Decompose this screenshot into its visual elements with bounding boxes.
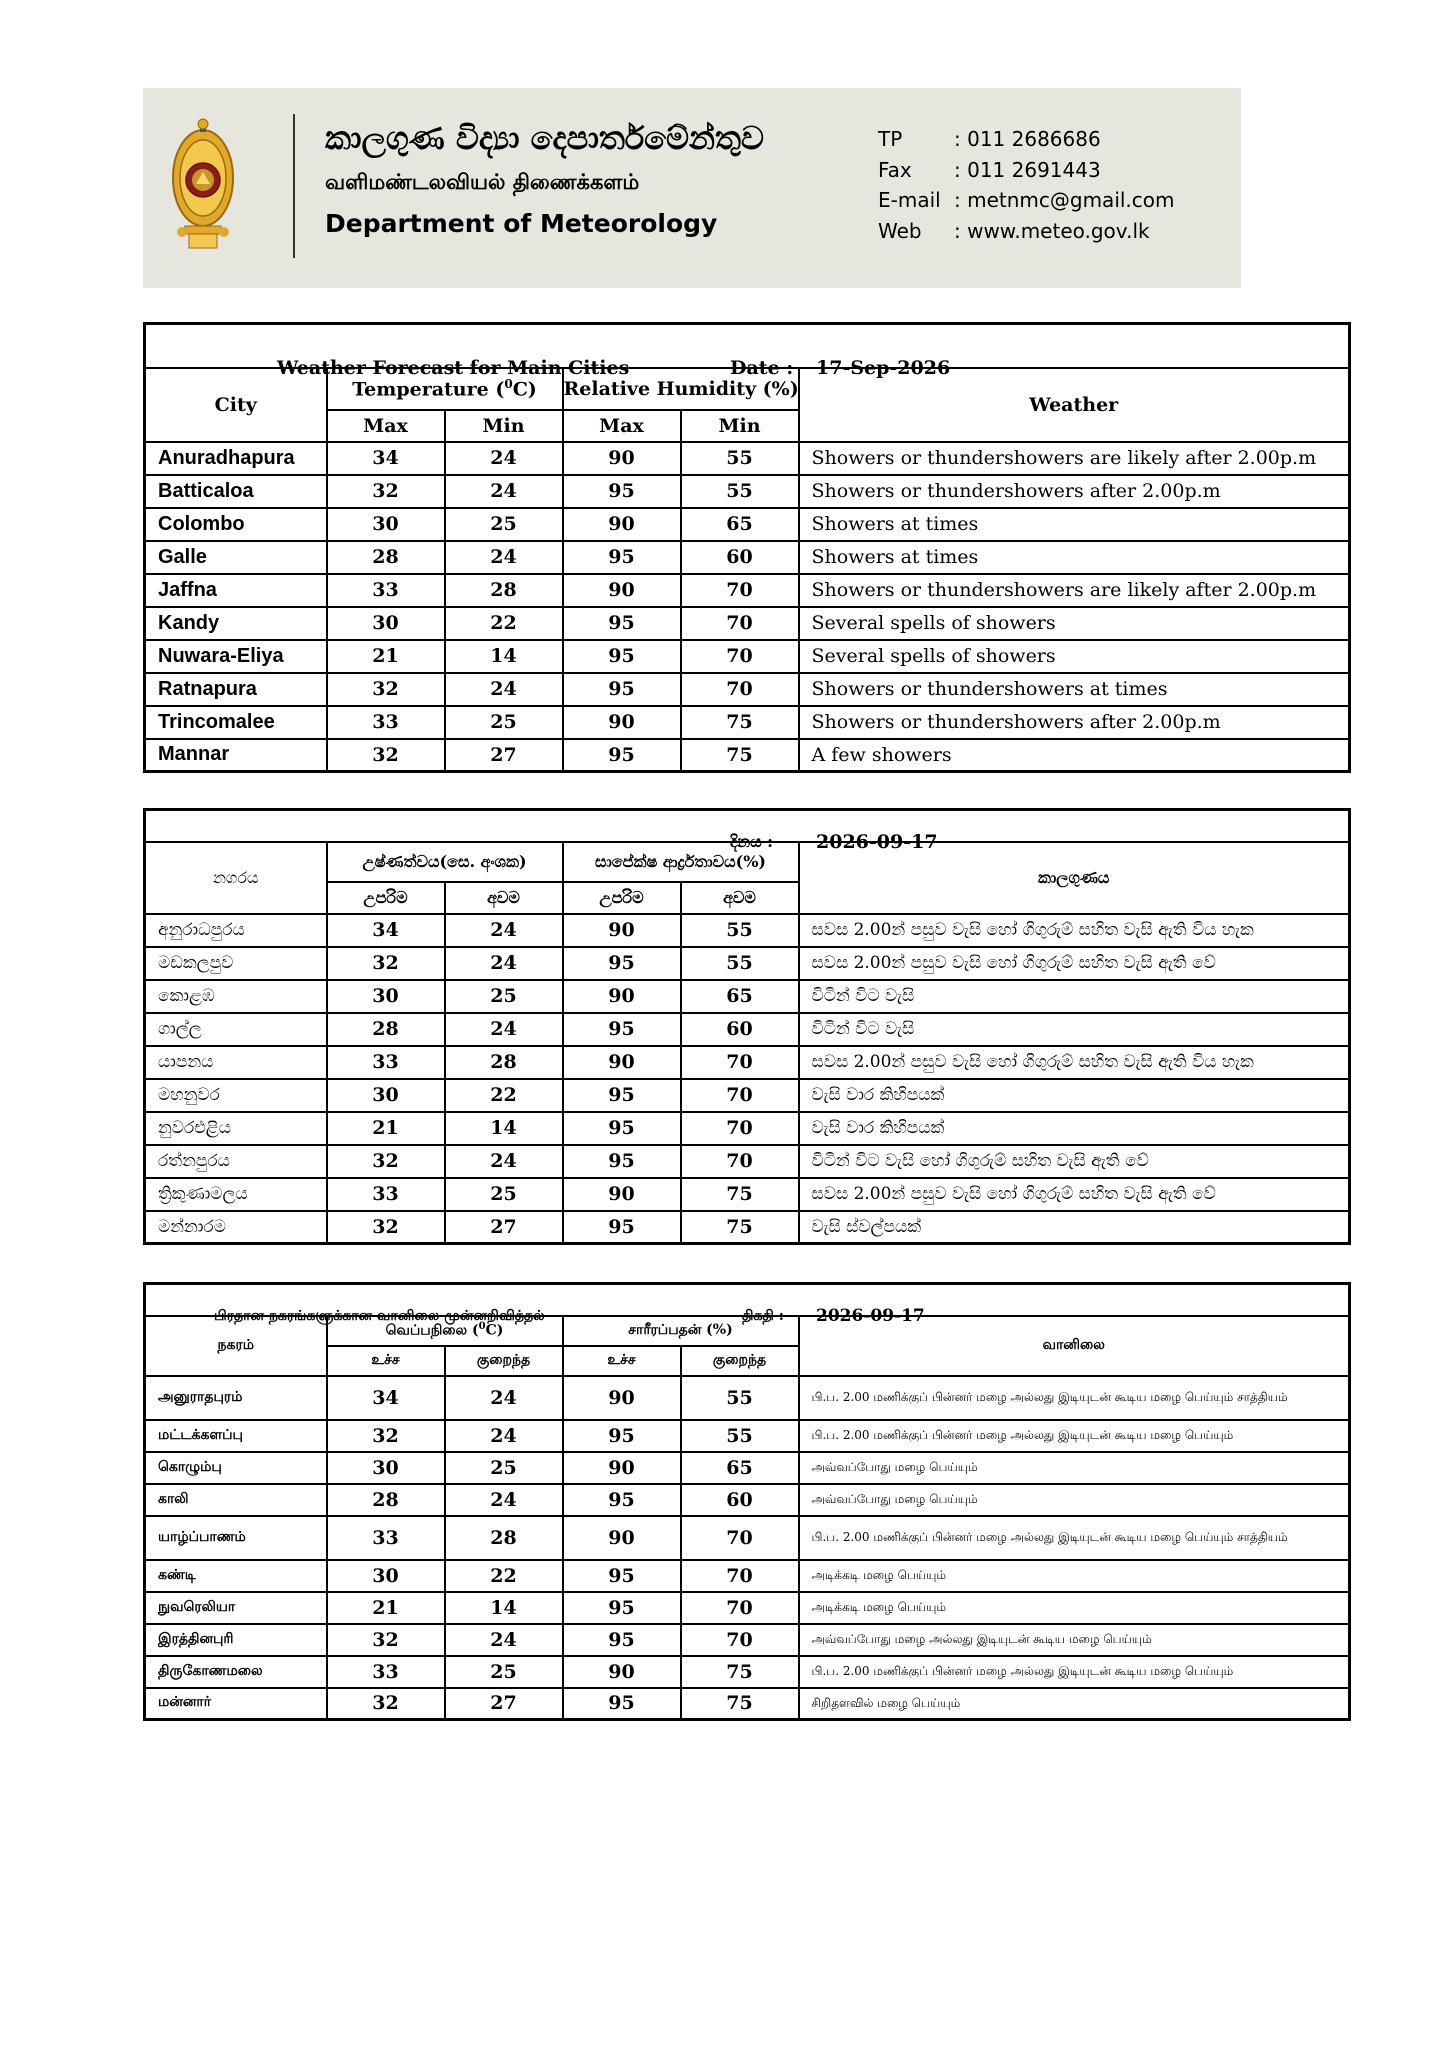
rh-max-cell: 90 <box>563 1046 681 1079</box>
city-cell: මඩකලපුව <box>145 947 327 980</box>
weather-cell: அவ்வப்போது மழை பெய்யும் <box>799 1484 1350 1516</box>
col-temp-max: உச்ச <box>327 1346 445 1376</box>
weather-cell: பி.ப. 2.00 மணிக்குப் பின்னர் மழை அல்லது இடியுடன் கூடிய மழை பெய்யும் சாத்தியம் <box>799 1516 1350 1560</box>
table-row <box>145 1560 1350 1592</box>
col-humidity: සාපේක්ෂ ආර්ද්‍රතාවය(%) <box>563 842 799 882</box>
city-cell: මන්නාරම <box>145 1211 327 1244</box>
table-row <box>145 1592 1350 1624</box>
weather-cell: විටින් විට වැසි <box>799 980 1350 1013</box>
table-row <box>145 1112 1350 1145</box>
table-row <box>145 541 1350 574</box>
temp-min-cell: 22 <box>445 607 563 640</box>
temp-min-cell: 27 <box>445 1211 563 1244</box>
temp-max-cell: 33 <box>327 1178 445 1211</box>
rh-min-cell: 65 <box>681 980 799 1013</box>
rh-min-cell: 60 <box>681 1484 799 1516</box>
temp-min-cell: 24 <box>445 475 563 508</box>
col-temp-min: අවම <box>445 882 563 914</box>
rh-max-cell: 95 <box>563 541 681 574</box>
table-row <box>145 1516 1350 1560</box>
col-city: නගරය <box>145 842 327 914</box>
temp-max-cell: 21 <box>327 1592 445 1624</box>
rh-min-cell: 75 <box>681 706 799 739</box>
forecast-table-tamil <box>143 1282 1351 1721</box>
rh-min-cell: 70 <box>681 673 799 706</box>
city-cell: Ratnapura <box>145 673 327 706</box>
weather-cell: Showers or thundershowers after 2.00p.m <box>799 475 1350 508</box>
temp-max-cell: 33 <box>327 1046 445 1079</box>
table-row <box>145 673 1350 706</box>
temp-min-cell: 14 <box>445 1112 563 1145</box>
rh-max-cell: 90 <box>563 574 681 607</box>
temp-max-cell: 32 <box>327 1211 445 1244</box>
rh-min-cell: 70 <box>681 607 799 640</box>
temp-min-cell: 25 <box>445 508 563 541</box>
col-temperature: வெப்பநிலை ($^0$C) <box>327 1316 563 1346</box>
temp-max-cell: 32 <box>327 673 445 706</box>
temp-max-cell: 32 <box>327 1688 445 1720</box>
rh-max-cell: 95 <box>563 673 681 706</box>
col-rh-min: අවම <box>681 882 799 914</box>
temp-max-cell: 33 <box>327 1656 445 1688</box>
rh-max-cell: 95 <box>563 475 681 508</box>
rh-max-cell: 90 <box>563 442 681 475</box>
date-label: திகதி : <box>742 1307 784 1324</box>
rh-max-cell: 95 <box>563 1211 681 1244</box>
weather-cell: அவ்வப்போது மழை பெய்யும் <box>799 1452 1350 1484</box>
temp-min-cell: 22 <box>445 1560 563 1592</box>
table-title-row <box>145 324 1350 368</box>
temp-min-cell: 24 <box>445 947 563 980</box>
date-value: 17-Sep-2026 <box>816 356 951 379</box>
table-row <box>145 1145 1350 1178</box>
table-title: பிரதான நகரங்களுக்கான வானிலை முன்னறிவித்தல் <box>214 1307 545 1324</box>
temp-min-cell: 24 <box>445 1624 563 1656</box>
col-city: நகரம் <box>145 1316 327 1376</box>
org-name-sinhala: කාලගුණ විද්‍යා දෙපාර්තමේන්තුව <box>325 119 764 157</box>
rh-max-cell: 95 <box>563 1688 681 1720</box>
table-row <box>145 1484 1350 1516</box>
org-name-tamil: வளிமண்டலவியல் திணைக்களம் <box>325 170 640 194</box>
rh-max-cell: 90 <box>563 914 681 947</box>
rh-min-cell: 75 <box>681 1688 799 1720</box>
weather-cell: විටින් විට වැසි <box>799 1013 1350 1046</box>
temp-max-cell: 32 <box>327 475 445 508</box>
weather-cell: විටින් විට වැසි හෝ ගිගුරුම් සහිත වැසි ඇති වේ <box>799 1145 1350 1178</box>
temp-max-cell: 21 <box>327 640 445 673</box>
rh-min-cell: 65 <box>681 1452 799 1484</box>
city-cell: அனுராதபுரம் <box>145 1376 327 1420</box>
col-temperature: උෂ්ණත්වය(සෙ. අංශක) <box>327 842 563 882</box>
rh-max-cell: 95 <box>563 1560 681 1592</box>
table-row <box>145 1376 1350 1420</box>
city-cell: Anuradhapura <box>145 442 327 475</box>
col-rh-max: Max <box>563 410 681 442</box>
weather-cell: Showers at times <box>799 541 1350 574</box>
rh-max-cell: 90 <box>563 1656 681 1688</box>
city-cell: Mannar <box>145 739 327 772</box>
table-row <box>145 574 1350 607</box>
temp-min-cell: 24 <box>445 1420 563 1452</box>
city-cell: யாழ்ப்பாணம் <box>145 1516 327 1560</box>
table-title: Weather Forecast for Main Cities <box>277 356 630 379</box>
weather-cell: சிறிதளவில் மழை பெய்யும் <box>799 1688 1350 1720</box>
col-rh-min: குறைந்த <box>681 1346 799 1376</box>
city-cell: මහනුවර <box>145 1079 327 1112</box>
col-humidity: சாரீரப்பதன் (%) <box>563 1316 799 1346</box>
rh-max-cell: 95 <box>563 1420 681 1452</box>
temp-min-cell: 25 <box>445 1656 563 1688</box>
temp-min-cell: 25 <box>445 1452 563 1484</box>
forecast-table-sinhala <box>143 808 1351 1245</box>
rh-max-cell: 90 <box>563 1178 681 1211</box>
city-cell: යාපනය <box>145 1046 327 1079</box>
temp-max-cell: 32 <box>327 739 445 772</box>
temp-min-cell: 22 <box>445 1079 563 1112</box>
contact-tp: TP : 011 2686686 <box>878 127 1101 151</box>
col-temp-max: Max <box>327 410 445 442</box>
weather-cell: பி.ப. 2.00 மணிக்குப் பின்னர் மழை அல்லது இடியுடன் கூடிய மழை பெய்யும் <box>799 1656 1350 1688</box>
table-row <box>145 1420 1350 1452</box>
temp-max-cell: 32 <box>327 1624 445 1656</box>
temp-min-cell: 28 <box>445 1046 563 1079</box>
temp-max-cell: 32 <box>327 1420 445 1452</box>
weather-cell: A few showers <box>799 739 1350 772</box>
rh-min-cell: 70 <box>681 1624 799 1656</box>
temp-max-cell: 30 <box>327 508 445 541</box>
rh-min-cell: 75 <box>681 1211 799 1244</box>
rh-min-cell: 55 <box>681 475 799 508</box>
city-cell: Batticaloa <box>145 475 327 508</box>
weather-cell: அடிக்கடி மழை பெய்யும் <box>799 1560 1350 1592</box>
city-cell: நுவரெலியா <box>145 1592 327 1624</box>
temp-min-cell: 24 <box>445 1376 563 1420</box>
rh-max-cell: 90 <box>563 980 681 1013</box>
rh-max-cell: 95 <box>563 1145 681 1178</box>
temp-max-cell: 30 <box>327 1452 445 1484</box>
city-cell: ත්‍රිකුණාමලය <box>145 1178 327 1211</box>
weather-cell: அவ்வப்போது மழை அல்லது இடியுடன் கூடிய மழை பெய்யும் <box>799 1624 1350 1656</box>
city-cell: கண்டி <box>145 1560 327 1592</box>
table-row <box>145 1046 1350 1079</box>
col-rh-min: Min <box>681 410 799 442</box>
rh-min-cell: 70 <box>681 574 799 607</box>
city-cell: රත්නපුරය <box>145 1145 327 1178</box>
rh-min-cell: 55 <box>681 1420 799 1452</box>
temp-max-cell: 21 <box>327 1112 445 1145</box>
col-temp-max: උපරිම <box>327 882 445 914</box>
rh-max-cell: 90 <box>563 706 681 739</box>
table-row <box>145 508 1350 541</box>
city-cell: Colombo <box>145 508 327 541</box>
contact-fax: Fax : 011 2691443 <box>878 157 1101 182</box>
temp-min-cell: 28 <box>445 1516 563 1560</box>
table-row <box>145 1624 1350 1656</box>
table-row <box>145 914 1350 947</box>
col-weather: Weather <box>799 368 1350 442</box>
temp-min-cell: 24 <box>445 541 563 574</box>
rh-min-cell: 55 <box>681 947 799 980</box>
weather-cell: Showers or thundershowers after 2.00p.m <box>799 706 1350 739</box>
city-cell: மட்டக்களப்பு <box>145 1420 327 1452</box>
temp-min-cell: 24 <box>445 1013 563 1046</box>
header-divider <box>293 114 295 258</box>
temp-max-cell: 32 <box>327 947 445 980</box>
rh-max-cell: 90 <box>563 508 681 541</box>
forecast-table-english <box>143 322 1351 773</box>
rh-max-cell: 95 <box>563 1624 681 1656</box>
sri-lanka-emblem-icon <box>171 116 235 256</box>
rh-min-cell: 70 <box>681 1560 799 1592</box>
table-row <box>145 475 1350 508</box>
table-row <box>145 1013 1350 1046</box>
table-row <box>145 739 1350 772</box>
rh-min-cell: 70 <box>681 1516 799 1560</box>
table-row <box>145 1656 1350 1688</box>
temp-min-cell: 25 <box>445 706 563 739</box>
rh-max-cell: 95 <box>563 1112 681 1145</box>
weather-cell: பி.ப. 2.00 மணிக்குப் பின்னர் மழை அல்லது இடியுடன் கூடிய மழை பெய்யும் <box>799 1420 1350 1452</box>
rh-min-cell: 75 <box>681 1178 799 1211</box>
contact-web: Web : www.meteo.gov.lk <box>878 218 1150 243</box>
temp-min-cell: 27 <box>445 739 563 772</box>
rh-min-cell: 55 <box>681 442 799 475</box>
temp-max-cell: 28 <box>327 1484 445 1516</box>
temp-max-cell: 30 <box>327 607 445 640</box>
temp-min-cell: 27 <box>445 1688 563 1720</box>
city-cell: Galle <box>145 541 327 574</box>
temp-max-cell: 30 <box>327 1079 445 1112</box>
temp-min-cell: 24 <box>445 1484 563 1516</box>
rh-min-cell: 60 <box>681 541 799 574</box>
rh-max-cell: 95 <box>563 1079 681 1112</box>
city-cell: Kandy <box>145 607 327 640</box>
weather-cell: වැසි වාර කිහිපයක් <box>799 1112 1350 1145</box>
weather-cell: Showers or thundershowers are likely after 2.00p.m <box>799 574 1350 607</box>
header-banner <box>143 88 1241 288</box>
city-cell: නුවරඑළිය <box>145 1112 327 1145</box>
col-weather: வானிலை <box>799 1316 1350 1376</box>
city-cell: காலி <box>145 1484 327 1516</box>
rh-min-cell: 75 <box>681 739 799 772</box>
col-temp-min: குறைந்த <box>445 1346 563 1376</box>
weather-cell: Showers or thundershowers are likely after 2.00p.m <box>799 442 1350 475</box>
rh-max-cell: 95 <box>563 1592 681 1624</box>
rh-min-cell: 70 <box>681 1112 799 1145</box>
rh-max-cell: 95 <box>563 607 681 640</box>
rh-min-cell: 70 <box>681 1592 799 1624</box>
temp-max-cell: 34 <box>327 1376 445 1420</box>
city-cell: Jaffna <box>145 574 327 607</box>
col-humidity: Relative Humidity (%) <box>563 368 799 410</box>
temp-max-cell: 32 <box>327 1145 445 1178</box>
temp-min-cell: 24 <box>445 673 563 706</box>
rh-max-cell: 95 <box>563 1013 681 1046</box>
weather-cell: සවස 2.00න් පසුව වැසි හෝ ගිගුරුම් සහිත වැසි ඇති වේ <box>799 947 1350 980</box>
table-row <box>145 442 1350 475</box>
table-row <box>145 706 1350 739</box>
weather-cell: වැසි ස්වල්පයක් <box>799 1211 1350 1244</box>
weather-cell: Several spells of showers <box>799 607 1350 640</box>
rh-min-cell: 75 <box>681 1656 799 1688</box>
city-cell: திருகோணமலை <box>145 1656 327 1688</box>
rh-max-cell: 95 <box>563 947 681 980</box>
table-row <box>145 607 1350 640</box>
table-row <box>145 640 1350 673</box>
temp-min-cell: 24 <box>445 914 563 947</box>
weather-cell: සවස 2.00න් පසුව වැසි හෝ ගිගුරුම් සහිත වැසි ඇති විය හැක <box>799 1046 1350 1079</box>
table-row <box>145 1079 1350 1112</box>
col-rh-max: உச்ச <box>563 1346 681 1376</box>
city-cell: අනුරාධපුරය <box>145 914 327 947</box>
rh-min-cell: 65 <box>681 508 799 541</box>
rh-min-cell: 70 <box>681 1145 799 1178</box>
temp-max-cell: 33 <box>327 1516 445 1560</box>
date-label: Date : <box>730 356 794 379</box>
rh-max-cell: 90 <box>563 1516 681 1560</box>
date-value: 2026-09-17 <box>816 830 938 853</box>
table-title-row <box>145 810 1350 842</box>
temp-max-cell: 34 <box>327 442 445 475</box>
table-row <box>145 1688 1350 1720</box>
city-cell: ගාල්ල <box>145 1013 327 1046</box>
table-row <box>145 980 1350 1013</box>
temp-max-cell: 28 <box>327 1013 445 1046</box>
weather-cell: அடிக்கடி மழை பெய்யும் <box>799 1592 1350 1624</box>
org-name-english: Department of Meteorology <box>325 209 718 238</box>
table-row <box>145 947 1350 980</box>
table-row <box>145 1211 1350 1244</box>
table-row <box>145 1452 1350 1484</box>
weather-cell: Showers or thundershowers at times <box>799 673 1350 706</box>
rh-min-cell: 70 <box>681 640 799 673</box>
weather-cell: Several spells of showers <box>799 640 1350 673</box>
temp-min-cell: 14 <box>445 640 563 673</box>
rh-min-cell: 70 <box>681 1046 799 1079</box>
table-row <box>145 1178 1350 1211</box>
col-temperature: Temperature ($^0$C) <box>327 368 563 410</box>
col-city: City <box>145 368 327 442</box>
col-temp-min: Min <box>445 410 563 442</box>
rh-max-cell: 90 <box>563 1452 681 1484</box>
date-value: 2026-09-17 <box>816 1305 925 1326</box>
weather-cell: සවස 2.00න් පසුව වැසි හෝ ගිගුරුම් සහිත වැසි ඇති විය හැක <box>799 914 1350 947</box>
city-cell: Nuwara-Eliya <box>145 640 327 673</box>
contact-email: E-mail : metnmc@gmail.com <box>878 188 1175 212</box>
rh-max-cell: 95 <box>563 640 681 673</box>
rh-max-cell: 95 <box>563 739 681 772</box>
temp-min-cell: 14 <box>445 1592 563 1624</box>
temp-min-cell: 24 <box>445 1145 563 1178</box>
temp-max-cell: 33 <box>327 706 445 739</box>
temp-min-cell: 25 <box>445 1178 563 1211</box>
city-cell: இரத்தினபுரி <box>145 1624 327 1656</box>
temp-max-cell: 34 <box>327 914 445 947</box>
contact-info <box>878 124 1175 246</box>
temp-min-cell: 25 <box>445 980 563 1013</box>
temp-min-cell: 28 <box>445 574 563 607</box>
col-weather: කාලගුණය <box>799 842 1350 914</box>
city-cell: மன்னார் <box>145 1688 327 1720</box>
col-rh-max: උපරිම <box>563 882 681 914</box>
city-cell: කොළඹ <box>145 980 327 1013</box>
rh-max-cell: 90 <box>563 1376 681 1420</box>
temp-max-cell: 30 <box>327 980 445 1013</box>
temp-max-cell: 28 <box>327 541 445 574</box>
weather-cell: වැසි වාර කිහිපයක් <box>799 1079 1350 1112</box>
date-label: දිනය : <box>730 831 774 851</box>
rh-min-cell: 55 <box>681 1376 799 1420</box>
organization-name <box>325 116 764 244</box>
rh-max-cell: 95 <box>563 1484 681 1516</box>
temp-max-cell: 30 <box>327 1560 445 1592</box>
temp-min-cell: 24 <box>445 442 563 475</box>
city-cell: Trincomalee <box>145 706 327 739</box>
weather-cell: பி.ப. 2.00 மணிக்குப் பின்னர் மழை அல்லது இடியுடன் கூடிய மழை பெய்யும் சாத்தியம் <box>799 1376 1350 1420</box>
rh-min-cell: 70 <box>681 1079 799 1112</box>
temp-max-cell: 33 <box>327 574 445 607</box>
rh-min-cell: 60 <box>681 1013 799 1046</box>
table-title-row <box>145 1284 1350 1316</box>
city-cell: கொழும்பு <box>145 1452 327 1484</box>
weather-cell: සවස 2.00න් පසුව වැසි හෝ ගිගුරුම් සහිත වැසි ඇති වේ <box>799 1178 1350 1211</box>
weather-cell: Showers at times <box>799 508 1350 541</box>
rh-min-cell: 55 <box>681 914 799 947</box>
